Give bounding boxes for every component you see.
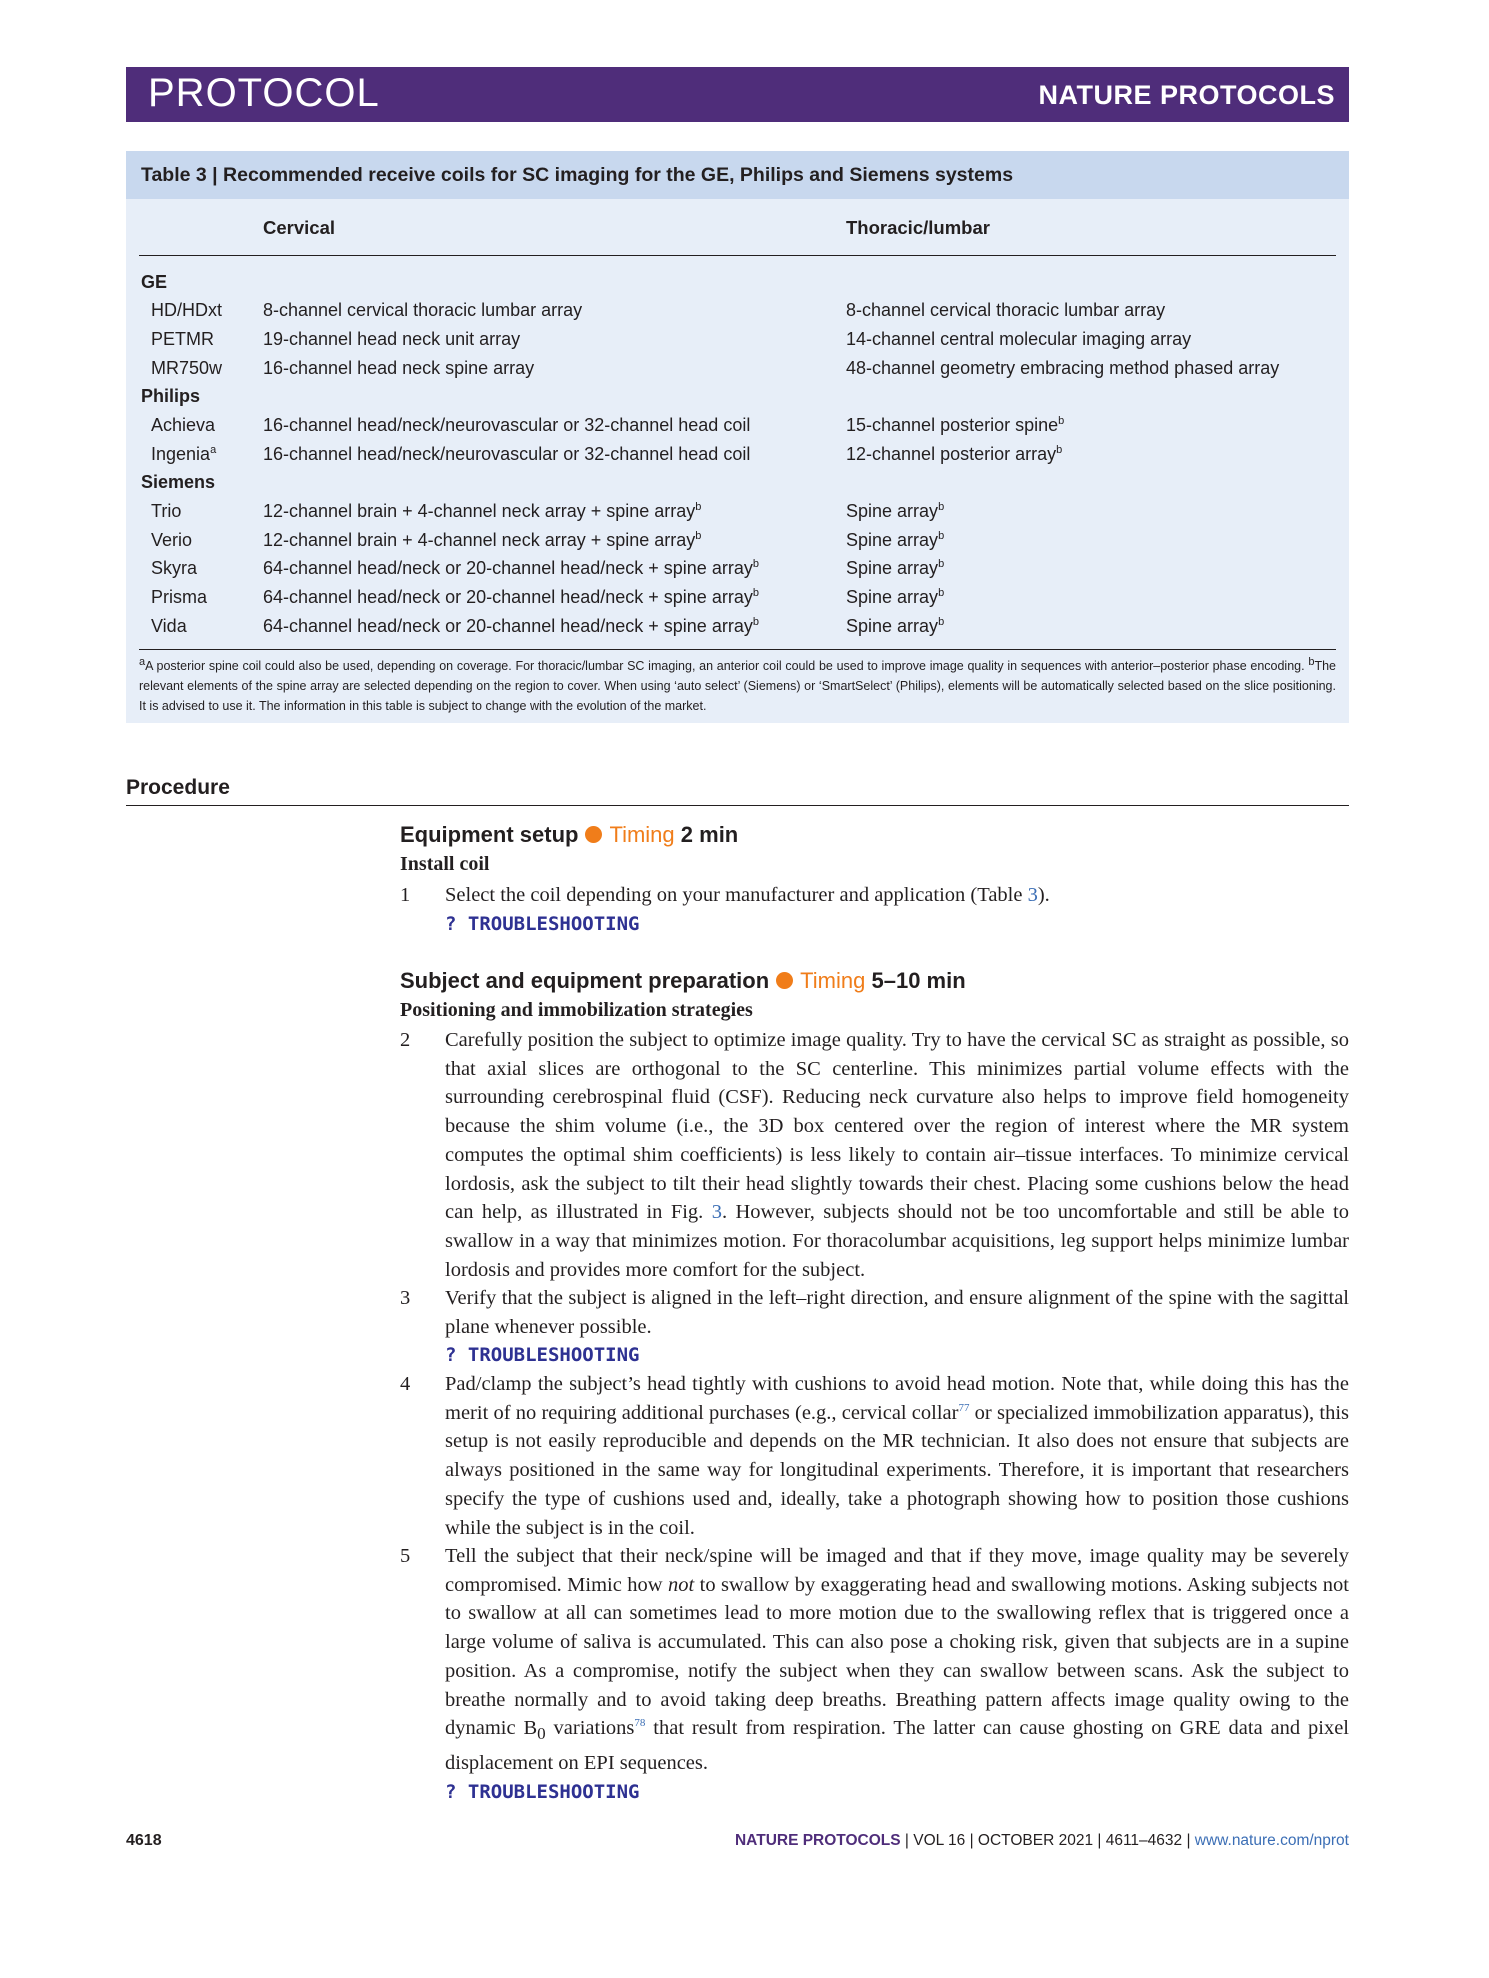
cervical-cell: 19-channel head neck unit array	[263, 329, 521, 349]
footnote-mark: b	[695, 501, 702, 513]
table-row	[0, 300, 1489, 328]
subject-prep-heading: Subject and equipment preparation Timing 5–10 min	[400, 968, 966, 993]
thoracic-cell: Spine array$^b$	[846, 501, 945, 521]
cervical-cell: 64-channel head/neck or 20-channel head/neck + spine array$^b$	[263, 558, 759, 578]
system-name: Vida	[151, 616, 187, 636]
thoracic-cell: Spine array$^b$	[846, 587, 945, 607]
thoracic-cell: 12-channel posterior array$^b$	[846, 444, 1063, 464]
footnote-mark: b	[752, 587, 759, 599]
equipment-setup-heading: Equipment setup Timing 2 min	[400, 822, 739, 847]
system-name: Achieva	[151, 415, 216, 435]
footnote-mark: b	[938, 501, 945, 513]
troubleshooting-link[interactable]: ? TROUBLESHOOTING	[445, 912, 640, 935]
thoracic-cell: Spine array$^b$	[846, 530, 945, 550]
system-name: HD/HDxt	[151, 300, 222, 320]
footnote-mark: b	[938, 558, 945, 570]
thoracic-cell: 14-channel central molecular imaging array	[846, 329, 1192, 349]
table-row	[0, 329, 1489, 357]
troubleshooting-link[interactable]: ? TROUBLESHOOTING	[445, 1780, 640, 1803]
page-number: 4618	[126, 1832, 162, 1849]
table-row	[0, 415, 1489, 443]
system-name: Trio	[151, 501, 182, 521]
table-row	[0, 444, 1489, 472]
system-name: MR750w	[151, 358, 223, 378]
footnote-mark: b	[752, 558, 759, 570]
system-name: Skyra	[151, 558, 198, 578]
thoracic-cell: 8-channel cervical thoracic lumbar array	[846, 300, 1166, 320]
cervical-cell: 64-channel head/neck or 20-channel head/neck + spine array$^b$	[263, 587, 759, 607]
table-row	[0, 587, 1489, 615]
column-header-thoracic: Thoracic/lumbar	[846, 217, 990, 238]
install-coil-subheading: Install coil	[400, 853, 490, 875]
footnote-mark: b	[938, 530, 945, 542]
procedure-rule	[126, 805, 1349, 806]
journal-name: NATURE PROTOCOLS	[1038, 80, 1335, 110]
footnote-mark: b	[1058, 415, 1065, 427]
cervical-cell: 16-channel head/neck/neurovascular or 32-channel head coil	[263, 415, 751, 435]
footnote-mark: b	[1056, 444, 1063, 456]
timing-dot-icon	[585, 826, 602, 843]
table-row	[0, 616, 1489, 644]
cervical-cell: 16-channel head/neck/neurovascular or 32-channel head coil	[263, 444, 751, 464]
system-name: Ingenia$^a$	[151, 444, 217, 464]
thoracic-cell: Spine array$^b$	[846, 616, 945, 636]
system-name: Prisma	[151, 587, 208, 607]
group-label-ge: GE	[141, 272, 168, 292]
procedure-heading: Procedure	[126, 776, 230, 799]
troubleshooting-link[interactable]: ? TROUBLESHOOTING	[445, 1344, 640, 1367]
cervical-cell: 12-channel brain + 4-channel neck array + spine array$^b$	[263, 501, 702, 521]
thoracic-cell: 15-channel posterior spine$^b$	[846, 415, 1065, 435]
table-row	[0, 358, 1489, 386]
column-header-cervical: Cervical	[263, 217, 335, 238]
table-group-row	[0, 472, 1489, 500]
table-group-row	[0, 272, 1489, 300]
cervical-cell: 12-channel brain + 4-channel neck array + spine array$^b$	[263, 530, 702, 550]
table-caption-bar	[126, 151, 1349, 199]
footnote-mark: b	[752, 616, 759, 628]
table-caption: Table 3 | Recommended receive coils for SC imaging for the GE, Philips and Siemens systems	[141, 164, 1014, 186]
table-row	[0, 501, 1489, 529]
table-footnote: $^a$A posterior spine coil could also be used, depending on coverage. For thoracic/lumbar SC imaging, an anterior coil could be used to improve image quality in sequences with anterior–posterior phase encoding. $^b$The relevant elements of the spine array are selected depending on the region to cover. When using ‘auto select’ (Siemens) or ‘SmartSelect’ (Philips), elements will be automatically selected based on the slice positioning. It is advised to use it. The information in this table is subject to change with the evolution of the market.	[139, 655, 1336, 713]
table-header-rule	[139, 255, 1336, 256]
table-row	[0, 530, 1489, 558]
page-footer: NATURE PROTOCOLS | VOL 16 | OCTOBER 2021 | 4611–4632 | www.nature.com/nprot	[734, 1832, 1349, 1849]
table-row	[0, 558, 1489, 586]
group-label-philips: Philips	[141, 386, 201, 406]
header-banner	[126, 67, 1349, 122]
table-group-row	[0, 386, 1489, 414]
positioning-subheading: Positioning and immobilization strategies	[400, 999, 753, 1021]
footnote-mark: a	[210, 444, 217, 456]
footnote-mark: b	[938, 587, 945, 599]
journal-url-link[interactable]: www.nature.com/nprot	[1194, 1832, 1349, 1849]
table-bottom-rule	[139, 649, 1336, 650]
system-name: PETMR	[151, 329, 214, 349]
system-name: Verio	[151, 530, 193, 550]
cervical-cell: 8-channel cervical thoracic lumbar array	[263, 300, 583, 320]
timing-dot-icon	[776, 972, 793, 989]
thoracic-cell: 48-channel geometry embracing method phased array	[846, 358, 1280, 378]
footnote-mark: b	[938, 616, 945, 628]
group-label-siemens: Siemens	[141, 472, 216, 492]
footnote-mark: b	[695, 530, 702, 542]
cervical-cell: 16-channel head neck spine array	[263, 358, 535, 378]
cervical-cell: 64-channel head/neck or 20-channel head/neck + spine array$^b$	[263, 616, 759, 636]
thoracic-cell: Spine array$^b$	[846, 558, 945, 578]
section-label: PROTOCOL	[148, 71, 380, 115]
